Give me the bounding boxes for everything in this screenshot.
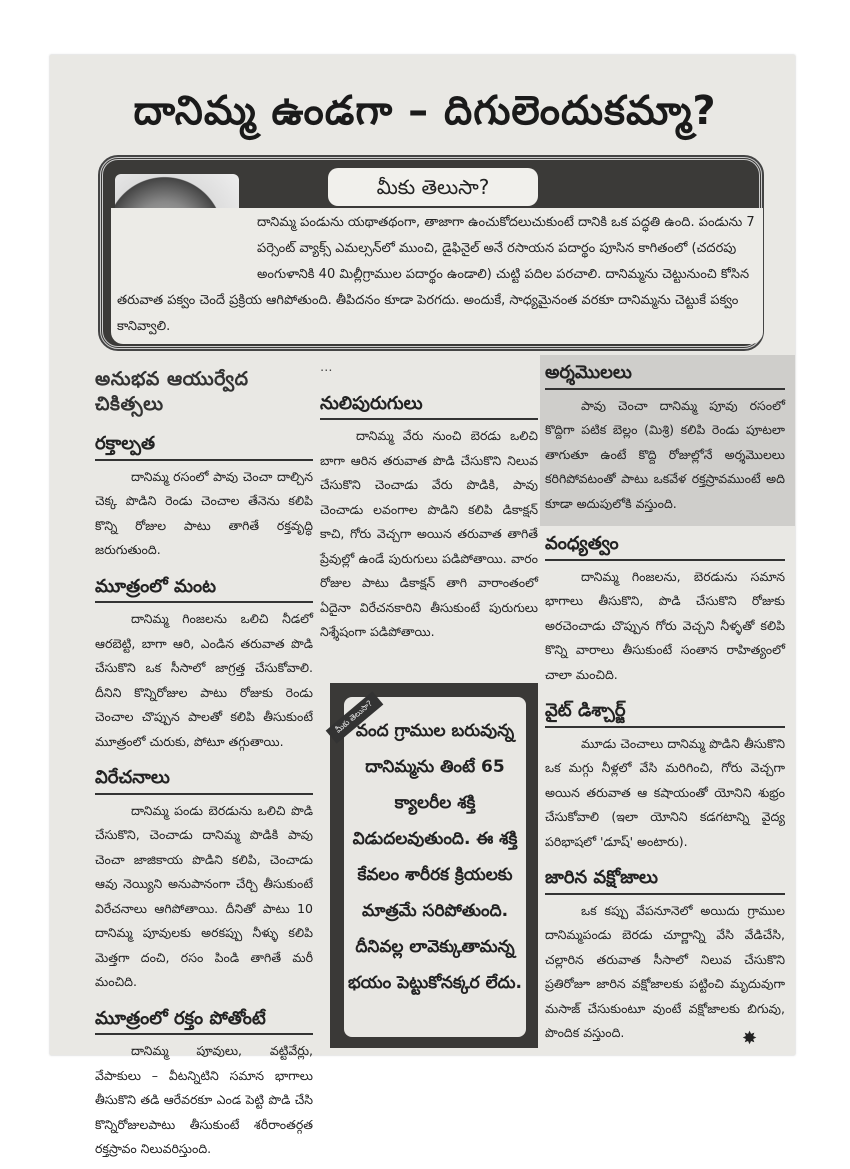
section-text: మూడు చెంచాలు దానిమ్మ పొడిని తీసుకొని ఒక మగ్గు నీళ్లలో వేసి మరిగించి, గోరు వెచ్చగా అయిన తరువాత ఆ కషాయంతో యోనిని శుభ్రం చేసుకోవాలి (ఇలా యోనిని కడగటాన్ని వైద్య పరిభాషలో 'డూష్' అంటారు). [545,735,785,849]
did-you-know-heading: మీకు తెలుసా? [328,168,538,206]
section-text-continued: … [320,359,333,374]
section-text: దానిమ్మ వేరు నుంచి బెరడు ఒలిచి బాగా ఆరిన తరువాత పొడి చేసుకొని నిలువ చేసుకొని చెంచాడు వేరు పొడికి, పావు చెంచాడు లవంగాల పొడిని కలిపి డికాక్షన్ కాచి, గోరు వెచ్చగా అయిన తరువాత తాగితే ప్రేవుల్లో ఉండే పురుగులు పడిపోతాయి. వారం రోజుల పాటు డికాక్షన్ తాగి వారాంతంలో ఏదైనా విరేచనకారిని తీసుకుంటే పురుగులు నిశ్శేషంగా పడిపోతాయి. [320,428,538,639]
end-star-icon: ✸ [742,1028,758,1049]
calorie-fact-text: వంద గ్రాముల బరువున్న దానిమ్మను తింటే 65 క్యాలరీల శక్తి విడుదలవుతుంది. ఈ శక్తి కేవలం శారీరక క్రియలకు మాత్రమే సరిపోతుంది. దీనివల్ల లావెక్కుతామన్న భయం పెట్టుకోనక్కర లేదు. [344,697,526,1037]
column-left [95,355,313,1156]
section-text: దానిమ్మ పూవులు, వట్టివేర్లు, వేపాకులు – వీటన్నిటిని సమాన భాగాలు తీసుకొని తడి ఆరేవరకూ ఎండ పెట్టి పొడి చేసి కొన్నిరోజులపాటు తీసుకుంటే శరీరాంతర్గత రక్తస్రావం నిలువరిస్తుంది. [95,1043,313,1156]
section-text: దానిమ్మ గింజలను ఒలిచి నీడలో ఆరబెట్టి, బాగా ఆరి, ఎండిన తరువాత పొడి చేసుకొని ఒక సీసాలో జాగ్రత్త చేసుకోవాలి. దీనిని కొన్నిరోజుల పాటు రోజుకు రెండు చెంచాల చొప్పున పాలతో కలిపి తీసుకుంటే మూత్రంలో చురుకు, పోటూ తగ్గుతాయి. [95,611,313,749]
shaded-section [540,355,795,526]
article-title: దానిమ్మ ఉండగా – దిగులెందుకమ్మా? [133,88,717,134]
section-heading: నులిపురుగులు [320,386,538,421]
section-heading: మూత్రంలో మంట [95,569,313,604]
section-heading: విరేచనాలు [95,760,313,795]
section-text: దానిమ్మ రసంలో పావు చెంచా దాల్చిన చెక్క పొడిని రెండు చెంచాల తేనెను కలిపి కొన్ని రోజుల పాటు తాగితే రక్తవృద్ధి జరుగుతుంది. [95,468,313,557]
calorie-fact-box [330,683,538,1048]
section-text: దానిమ్మ పండు బెరడును ఒలిచి పొడి చేసుకొని, చెంచాడు దానిమ్మ పొడికి పావు చెంచా జాజికాయ పొడిని కలిపి, చెంచాడు ఆవు నెయ్యిని అనుపానంగా చేర్చి తీసుకుంటే విరేచనాలు ఆగిపోతాయి. దీనితో పాటు 10 దానిమ్మ పూవులకు అరకప్పు నీళ్ళు కలిపి మెత్తగా దంచి, రసం పిండి తాగితే మరీ మంచిది. [95,802,313,989]
section-text: పావు చెంచా దానిమ్మ పూవు రసంలో కొద్దిగా పటిక బెల్లం (మిశ్రి) కలిపి రెండు పూటలా తాగుతూ ఉంటే కొద్ది రోజుల్లోనే అర్శమొలలు కరిగిపోవటంతో పాటు ఒకవేళ రక్తస్రావముంటే అది కూడా అదుపులోకి వస్తుంది. [545,397,785,511]
section-heading: వైట్ డిశ్చార్జ్ [545,693,785,728]
section-heading: వంధ్యత్వం [545,526,785,561]
did-you-know-text: దానిమ్మ పండును యథాతథంగా, తాజాగా ఉంచుకోదలుచుకుంటే దానికి ఒక పద్ధతి ఉంది. పండును 7 పర్సెంట్ వ్యాక్స్ ఎమల్సన్‌లో ముంచి, డైఫినైల్ అనే రసాయన పదార్థం పూసిన కాగితంలో (చదరపు అంగుళానికి 40 మిల్లీగ్రాముల పదార్థం ఉండాలి) చుట్టి పదిల పరచాలి. దానిమ్మను చెట్టునుంచి కోసిన తరువాత పక్వం చెందే ప్రక్రియ ఆగిపోతుంది. తీపిదనం కూడా పెరగదు. అందుకే, సాధ్యమైనంత వరకూ దానిమ్మను చెట్టుకే పక్వం కానివ్వాలి. [117,215,755,334]
section-banner: అనుభవ ఆయుర్వేద చికిత్సలు [95,368,249,415]
section-heading: అర్శమొలలు [545,355,785,390]
section-text: దానిమ్మ గింజలను, బెరడును సమాన భాగాలు తీసుకొని, పొడి చేసుకొని రోజుకు అరచెంచాడు చొప్పున గోరు వెచ్చని నీళ్ళతో కలిపి కొన్ని వారాలు తీసుకుంటే సంతాన రాహిత్యంలో చాలా మంచిది. [545,568,785,682]
column-middle [320,355,538,651]
did-you-know-tag: మీకు తెలుసా? [326,691,384,743]
column-right [545,355,785,1052]
section-heading: జారిన వక్షోజాలు [545,860,785,895]
section-text: ఒక కప్పు వేపనూనెలో అయిదు గ్రాముల దానిమ్మపండు బెరడు చూర్ణాన్ని వేసి వేడిచేసి, చల్లారిన తరువాత సీసాలో నిలువ చేసుకొని ప్రతిరోజూ జారిన వక్షోజాలకు పట్టించి మృదువుగా మసాజ్ చేసుకుంటూ వుంటే వక్షోజాలకు బిగువు, పొందిక వస్తుంది. [545,902,785,1040]
section-heading: మూత్రంలో రక్తం పోతోంటే [95,1001,313,1036]
did-you-know-box [100,157,762,349]
section-heading: రక్తాల్పత [95,426,313,461]
did-you-know-text-wrap [111,208,763,344]
